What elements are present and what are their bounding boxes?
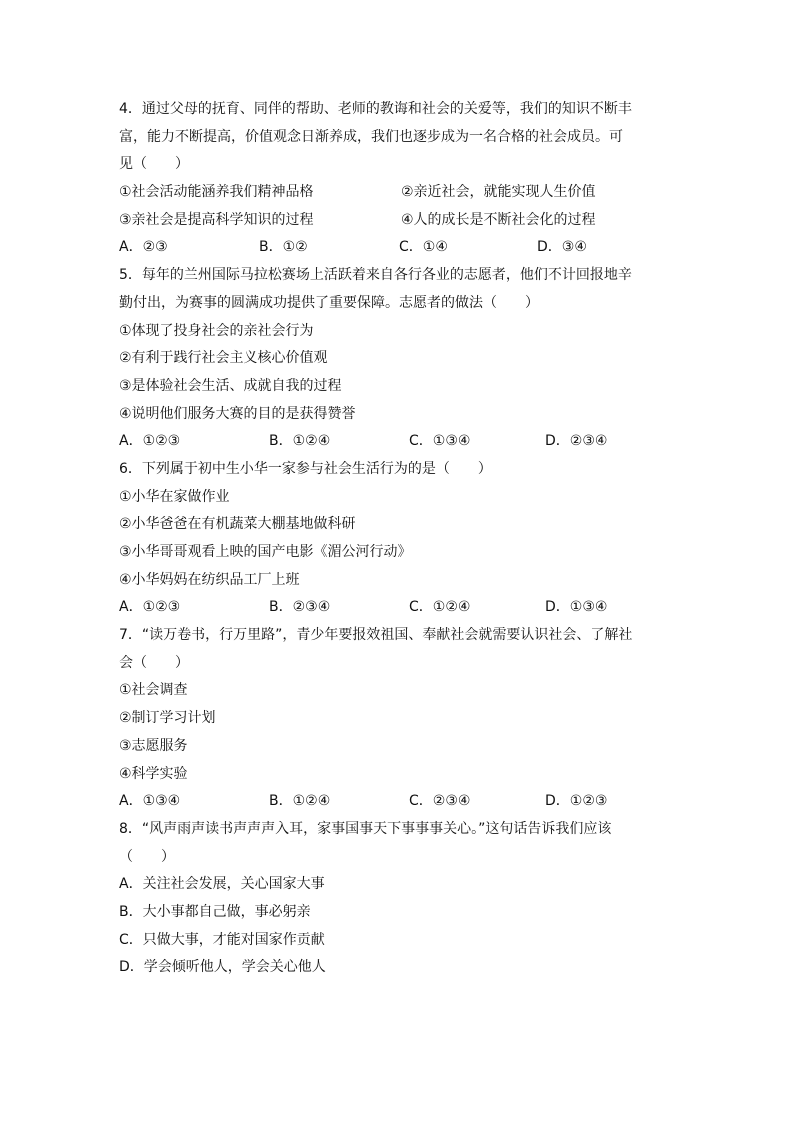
statement-3: ③亲社会是提高科学知识的过程 [119, 211, 314, 228]
question-8 [119, 816, 679, 982]
option-c: C．②③④ [409, 793, 471, 810]
option-a: A．①②③ [119, 599, 181, 616]
question-7 [119, 622, 679, 816]
option-b: B．②③④ [269, 599, 331, 616]
question-4-stem-line-1: 4．通过父母的抚育、同伴的帮助、老师的教诲和社会的关爱等，我们的知识不断丰 [119, 101, 632, 117]
statement-1: ①小华在家做作业 [119, 488, 230, 505]
option-c: C．①③④ [409, 433, 471, 450]
question-7-stem-line-1: 7．“读万卷书，行万里路”，青少年要报效祖国、奉献社会就需要认识社会、了解社 [119, 627, 633, 644]
option-c: C．①②④ [409, 599, 471, 616]
option-c: C．①④ [399, 239, 448, 256]
option-a: A．①②③ [119, 433, 181, 450]
question-7-options [119, 788, 679, 816]
option-d: D．②③④ [545, 433, 608, 450]
statement-1: ①社会调查 [119, 682, 188, 699]
option-d: D．③④ [537, 239, 587, 256]
question-7-stem-line-2: 会（ ） [119, 654, 189, 671]
statement-2: ②小华爸爸在有机蔬菜大棚基地做科研 [119, 516, 356, 533]
statement-1: ①体现了投身社会的亲社会行为 [119, 322, 314, 339]
statement-2: ②亲近社会，就能实现人生价值 [401, 184, 596, 201]
statement-4: ④小华妈妈在纺织品工厂上班 [119, 571, 300, 588]
option-d: D．①③④ [545, 599, 608, 616]
question-4-stem-line-3: 见（ ） [119, 156, 189, 173]
question-6-stem-line-1: 6．下列属于初中生小华一家参与社会生活行为的是（ ） [119, 460, 492, 477]
statement-4: ④科学实验 [119, 765, 188, 782]
option-a: A．②③ [119, 239, 168, 256]
question-4 [119, 96, 679, 262]
question-4-statements-row-1 [119, 179, 679, 207]
question-4-stem-line-2: 富，能力不断提高，价值观念日渐养成，我们也逐步成为一名合格的社会成员。可 [119, 128, 623, 145]
question-6 [119, 456, 679, 622]
option-a: A．关注社会发展，关心国家大事 [119, 876, 325, 893]
question-4-statements-row-2 [119, 207, 679, 235]
option-c: C．只做大事，才能对国家作贡献 [119, 931, 325, 948]
question-5 [119, 262, 679, 456]
statement-1: ①社会活动能涵养我们精神品格 [119, 184, 314, 201]
option-b: B．①② [259, 239, 308, 256]
option-a: A．①③④ [119, 793, 181, 810]
statement-3: ③志愿服务 [119, 737, 188, 754]
question-6-options [119, 594, 679, 622]
statement-3: ③是体验社会生活、成就自我的过程 [119, 377, 342, 394]
question-4-options [119, 234, 679, 262]
option-d: D．①②③ [545, 793, 608, 810]
question-8-stem-line-1: 8．“风声雨声读书声声声入耳，家事国事天下事事事关心。”这句话告诉我们应该 [119, 820, 612, 837]
exam-page [119, 96, 679, 982]
question-5-stem-line-1: 5．每年的兰州国际马拉松赛场上活跃着来自各行各业的志愿者，他们不计回报地辛 [119, 267, 632, 284]
statement-4: ④人的成长是不断社会化的过程 [401, 211, 596, 228]
question-8-stem-line-2: （ ） [119, 848, 175, 865]
question-5-options [119, 428, 679, 456]
statement-3: ③小华哥哥观看上映的国产电影《湄公河行动》 [119, 544, 412, 560]
option-b: B．大小事都自己做，事必躬亲 [119, 903, 311, 920]
option-b: B．①②④ [269, 793, 331, 810]
option-b: B．①②④ [269, 433, 331, 450]
statement-2: ②有利于践行社会主义核心价值观 [119, 350, 328, 367]
statement-2: ②制订学习计划 [119, 710, 216, 727]
option-d: D．学会倾听他人，学会关心他人 [119, 959, 326, 976]
statement-4: ④说明他们服务大赛的目的是获得赞誉 [119, 405, 356, 422]
question-5-stem-line-2: 勤付出，为赛事的圆满成功提供了重要保障。志愿者的做法（ ） [119, 294, 539, 311]
